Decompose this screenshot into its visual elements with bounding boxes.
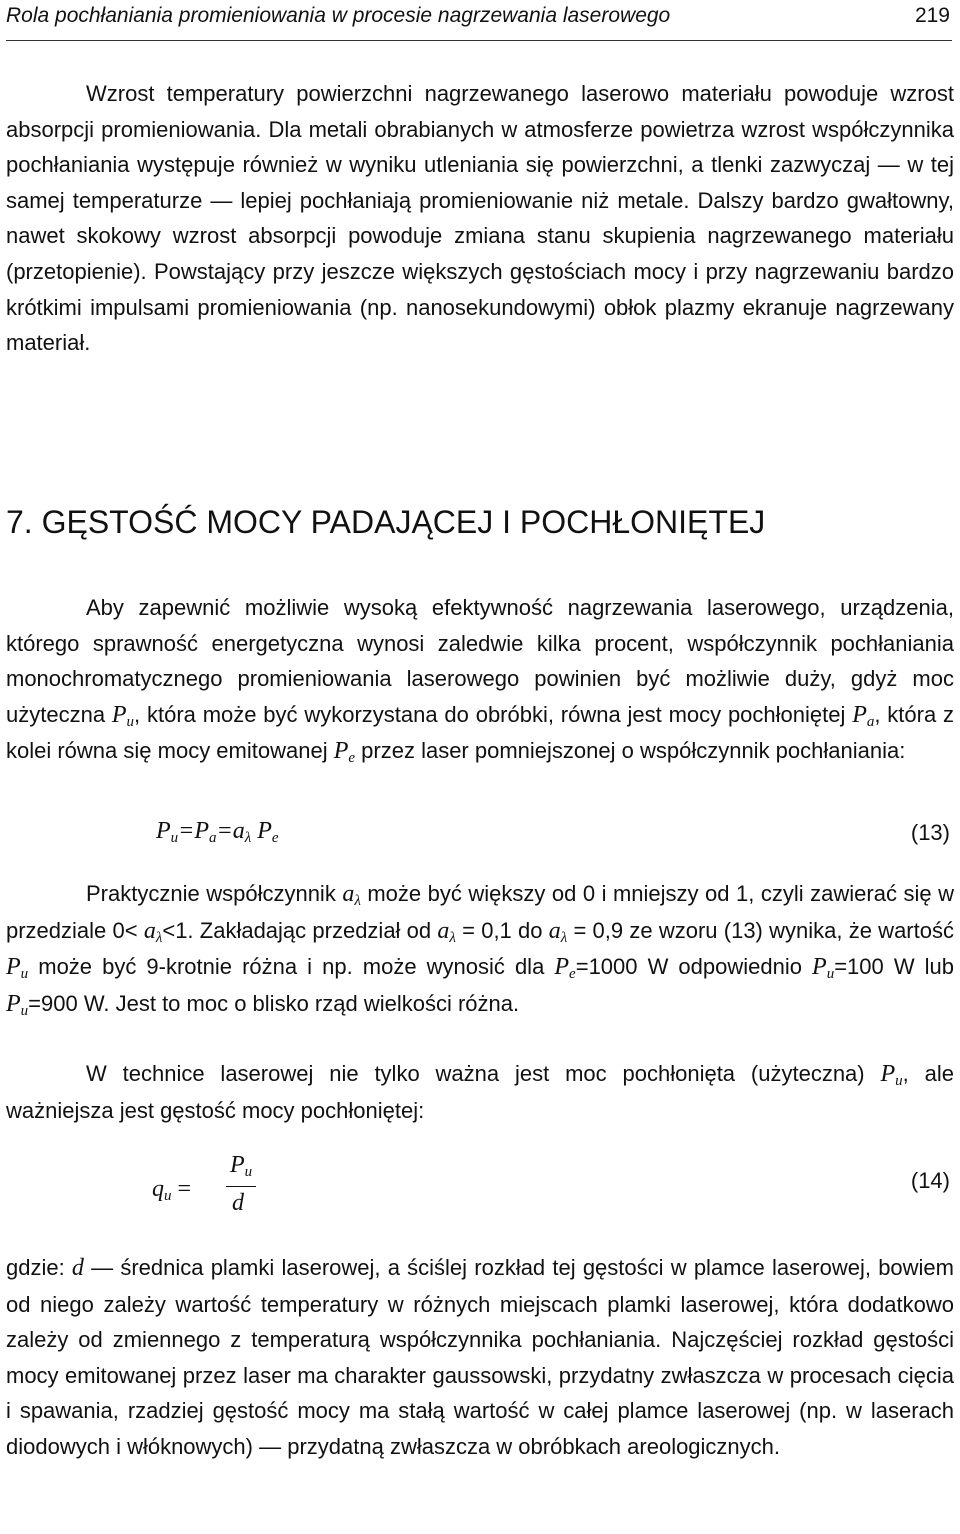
symbol: q bbox=[152, 1176, 164, 1202]
equals-sign: = bbox=[171, 1176, 192, 1202]
symbol: a bbox=[232, 818, 245, 844]
subscript: a bbox=[866, 713, 875, 730]
subscript: e bbox=[348, 750, 356, 767]
symbol-P-u bbox=[812, 954, 835, 983]
symbol: P bbox=[194, 818, 210, 844]
symbol-P-e bbox=[333, 738, 356, 767]
symbol: a bbox=[342, 881, 355, 907]
running-title: Rola pochłaniania promieniowania w procesie nagrzewania laserowego bbox=[6, 4, 671, 27]
symbol-P-a bbox=[852, 702, 874, 728]
fraction-denominator: d bbox=[232, 1190, 244, 1216]
symbol-P-u bbox=[6, 954, 29, 983]
subscript: u bbox=[20, 1002, 29, 1019]
symbol-a-lambda bbox=[342, 881, 361, 907]
subscript: u bbox=[895, 1073, 903, 1089]
text-run: W technice laserowej nie tylko ważna jest moc pochłonięta (użyteczna) bbox=[86, 1061, 881, 1086]
text-run: , która z kolei równa się mocy emitowanej bbox=[6, 701, 955, 764]
symbol-P-u bbox=[6, 991, 28, 1017]
symbol: P bbox=[257, 818, 272, 844]
text-run: Praktycznie współczynnik bbox=[86, 881, 343, 906]
symbol-a-lambda bbox=[144, 918, 163, 944]
subscript: u bbox=[826, 966, 835, 983]
symbol-a-lambda bbox=[549, 918, 568, 944]
paragraph-text: Wzrost temperatury powierzchni nagrzewanego laserowo materiału powoduje wzrost absorpcji promieniowania. Dla metali obrabianych w atmosferze powietrza wzrost współczynnika pochłaniania występuje również w wyniku utleniania się powierzchni, a tlenki zazwyczaj — w tej samej temperaturze — lepiej pochłaniają promieniowanie niż metale. Dalszy bardzo gwałtowny, nawet skokowy wzrost absorpcji powoduje zmiana stanu skupienia nagrzewanego materiału (przetopienie). Powstający przy jeszcze większych gęstościach mocy i przy nagrzewaniu bardzo krótkimi impulsami promieniowania (np. nanosekundowymi) obłok plazmy ekranuje nagrzewany materiał. bbox=[6, 81, 954, 356]
symbol: P bbox=[812, 954, 827, 981]
symbol: P bbox=[6, 990, 21, 1017]
subscript: λ bbox=[155, 929, 163, 946]
symbol: P bbox=[880, 1061, 896, 1087]
equation-number: (13) bbox=[910, 820, 950, 845]
symbol: P bbox=[156, 818, 171, 844]
text-run: =1000 W odpowiednio bbox=[575, 954, 813, 980]
equation-number: (14) bbox=[910, 1168, 950, 1193]
subscript: λ bbox=[354, 893, 361, 909]
subscript: u bbox=[170, 830, 179, 846]
symbol: a bbox=[143, 917, 156, 944]
fraction-bar bbox=[226, 1186, 256, 1187]
text-run: , która może być wykorzystana do obróbki, równa jest mocy pochłoniętej bbox=[134, 701, 853, 727]
text-run: może być 9-krotnie różna i np. może wynosić dla bbox=[28, 954, 555, 980]
equation-13 bbox=[6, 818, 954, 858]
subscript: e bbox=[569, 966, 576, 983]
text-run: = 0,1 do bbox=[455, 917, 549, 943]
symbol: P bbox=[230, 1152, 245, 1178]
subscript: u bbox=[20, 966, 29, 983]
text-run: przez laser pomniejszonej o współczynnik pochłaniania: bbox=[355, 738, 906, 764]
symbol-a-lambda bbox=[437, 918, 456, 944]
text-run: =100 W lub bbox=[834, 954, 955, 980]
text-run: =900 W. Jest to moc o blisko rząd wielkości różna. bbox=[28, 990, 520, 1016]
fraction-numerator bbox=[230, 1152, 252, 1179]
symbol: a bbox=[437, 917, 450, 944]
text-run: — średnica plamki laserowej, a ściślej rozkład tej gęstości w plamce laserowej, bowiem od niego zależy wartość temperatury w różnych miejscach plamki laserowej, która dodatkowo zależy od zmiennego z temperaturą współczynnika pochłaniania. Najczęściej rozkład gęstości mocy emitowanej przez laser ma charakter gaussowski, przydatny zwłaszcza w procesach cięcia i spawania, rzadziej gęstość mocy ma stałą wartość w całej plamce laserowej (np. w laserach diodowych i włóknowych) — przydatną zwłaszcza w obróbkach areologicznych. bbox=[6, 1255, 954, 1459]
equation-13-formula bbox=[156, 818, 279, 845]
section-title: 7. GĘSTOŚĆ MOCY PADAJĄCEJ I POCHŁONIĘTEJ bbox=[6, 504, 766, 540]
symbol: P bbox=[6, 954, 21, 981]
paragraph-power-intro bbox=[6, 590, 954, 770]
subscript: u bbox=[126, 713, 135, 730]
symbol-P-e bbox=[554, 954, 576, 983]
subscript: λ bbox=[560, 929, 568, 946]
symbol-P-u bbox=[880, 1061, 902, 1087]
equals-sign: = bbox=[178, 818, 195, 844]
equation-14 bbox=[6, 1152, 954, 1224]
equals-sign: = bbox=[216, 818, 233, 844]
paragraph-absorption-coefficient bbox=[6, 876, 954, 1022]
symbol: P bbox=[554, 954, 570, 981]
text-run: , ale ważniejsza jest gęstość mocy pochłoniętej: bbox=[6, 1061, 954, 1123]
symbol: P bbox=[111, 701, 127, 728]
text-run: gdzie: bbox=[6, 1255, 72, 1280]
symbol: P bbox=[333, 738, 349, 765]
text-run: Aby zapewnić możliwie wysoką efektywność nagrzewania laserowego, urządzenia, którego sprawność energetyczna wynosi zaledwie kilka procent, współczynnik pochłaniania monochromatycznego promieniowania laserowego powinien być możliwie duży, gdyż moc użyteczna bbox=[6, 595, 954, 727]
subscript: λ bbox=[449, 929, 456, 946]
text-run: może być większy od 0 i mniejszy od 1, czyli zawierać się w przedziale 0< bbox=[6, 881, 954, 943]
symbol-P-u bbox=[112, 702, 134, 728]
subscript: e bbox=[271, 830, 279, 846]
subscript: u bbox=[164, 1188, 172, 1204]
text-run: = 0,9 ze wzoru (13) wynika, że wartość bbox=[567, 917, 954, 943]
equation-14-lhs bbox=[152, 1176, 191, 1203]
symbol: a bbox=[548, 917, 561, 944]
paragraph-absorption-growth bbox=[6, 76, 954, 361]
subscript: u bbox=[244, 1164, 253, 1180]
subscript: a bbox=[209, 830, 217, 846]
page-number: 219 bbox=[914, 4, 950, 27]
page-header bbox=[6, 0, 952, 41]
subscript: λ bbox=[244, 830, 252, 846]
paragraph-power-density bbox=[6, 1056, 954, 1128]
symbol-d: d bbox=[71, 1255, 84, 1281]
symbol: P bbox=[852, 701, 867, 728]
text-run: <1. Zakładając przedział od bbox=[162, 917, 438, 943]
paragraph-where-d bbox=[6, 1250, 954, 1465]
